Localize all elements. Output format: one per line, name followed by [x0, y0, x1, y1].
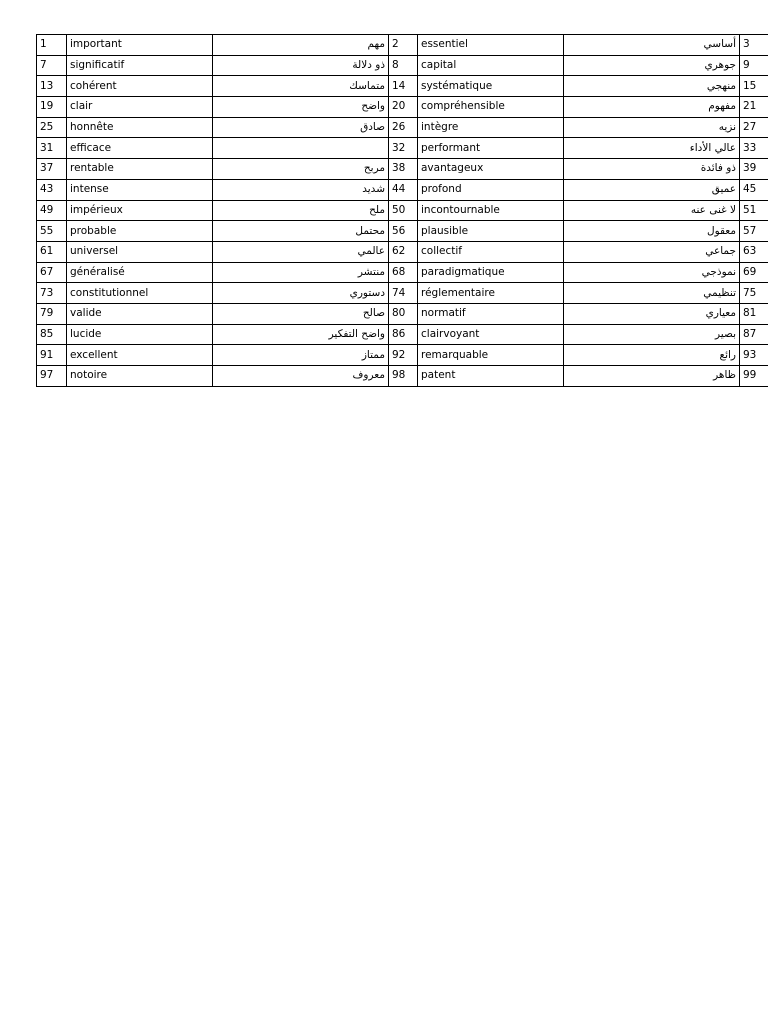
row-number-cell: 85	[37, 324, 67, 345]
row-number-cell: 27	[740, 117, 768, 138]
french-word-cell: réglementaire	[418, 283, 564, 304]
arabic-translation-cell: دستوري	[213, 283, 389, 304]
arabic-translation-cell	[213, 138, 389, 159]
vocabulary-table-body	[37, 35, 768, 387]
french-word-cell: impérieux	[67, 200, 213, 221]
arabic-translation-cell: ممتاز	[213, 345, 389, 366]
arabic-translation-cell: تنظيمي	[564, 283, 740, 304]
row-number-cell: 32	[389, 138, 418, 159]
arabic-translation-cell: واضح التفكير	[213, 324, 389, 345]
table-row	[37, 283, 768, 304]
vocabulary-table	[36, 34, 768, 387]
row-number-cell: 99	[740, 366, 768, 387]
arabic-translation-cell: جوهري	[564, 55, 740, 76]
row-number-cell: 3	[740, 35, 768, 56]
french-word-cell: important	[67, 35, 213, 56]
table-row	[37, 324, 768, 345]
row-number-cell: 93	[740, 345, 768, 366]
row-number-cell: 26	[389, 117, 418, 138]
row-number-cell: 68	[389, 262, 418, 283]
row-number-cell: 80	[389, 303, 418, 324]
table-row	[37, 159, 768, 180]
arabic-translation-cell: نموذجي	[564, 262, 740, 283]
arabic-translation-cell: أساسي	[564, 35, 740, 56]
french-word-cell: essentiel	[418, 35, 564, 56]
french-word-cell: avantageux	[418, 159, 564, 180]
table-row	[37, 366, 768, 387]
french-word-cell: collectif	[418, 241, 564, 262]
row-number-cell: 98	[389, 366, 418, 387]
arabic-translation-cell: صادق	[213, 117, 389, 138]
row-number-cell: 81	[740, 303, 768, 324]
row-number-cell: 49	[37, 200, 67, 221]
french-word-cell: clair	[67, 97, 213, 118]
arabic-translation-cell: ذو دلالة	[213, 55, 389, 76]
row-number-cell: 8	[389, 55, 418, 76]
row-number-cell: 15	[740, 76, 768, 97]
row-number-cell: 2	[389, 35, 418, 56]
row-number-cell: 62	[389, 241, 418, 262]
arabic-translation-cell: مهم	[213, 35, 389, 56]
row-number-cell: 91	[37, 345, 67, 366]
french-word-cell: probable	[67, 221, 213, 242]
row-number-cell: 43	[37, 179, 67, 200]
row-number-cell: 74	[389, 283, 418, 304]
arabic-translation-cell: معروف	[213, 366, 389, 387]
french-word-cell: intègre	[418, 117, 564, 138]
row-number-cell: 37	[37, 159, 67, 180]
arabic-translation-cell: نزيه	[564, 117, 740, 138]
row-number-cell: 97	[37, 366, 67, 387]
arabic-translation-cell: ذو فائدة	[564, 159, 740, 180]
row-number-cell: 9	[740, 55, 768, 76]
arabic-translation-cell: لا غنى عنه	[564, 200, 740, 221]
french-word-cell: paradigmatique	[418, 262, 564, 283]
table-row	[37, 241, 768, 262]
row-number-cell: 51	[740, 200, 768, 221]
arabic-translation-cell: مربح	[213, 159, 389, 180]
french-word-cell: généralisé	[67, 262, 213, 283]
french-word-cell: normatif	[418, 303, 564, 324]
row-number-cell: 69	[740, 262, 768, 283]
vocabulary-sheet	[36, 34, 768, 387]
row-number-cell: 75	[740, 283, 768, 304]
table-row	[37, 97, 768, 118]
table-row	[37, 200, 768, 221]
row-number-cell: 50	[389, 200, 418, 221]
row-number-cell: 67	[37, 262, 67, 283]
french-word-cell: incontournable	[418, 200, 564, 221]
row-number-cell: 21	[740, 97, 768, 118]
table-row	[37, 179, 768, 200]
french-word-cell: constitutionnel	[67, 283, 213, 304]
row-number-cell: 92	[389, 345, 418, 366]
row-number-cell: 87	[740, 324, 768, 345]
row-number-cell: 14	[389, 76, 418, 97]
french-word-cell: notoire	[67, 366, 213, 387]
table-row	[37, 221, 768, 242]
arabic-translation-cell: منتشر	[213, 262, 389, 283]
table-row	[37, 117, 768, 138]
arabic-translation-cell: عالمي	[213, 241, 389, 262]
arabic-translation-cell: معقول	[564, 221, 740, 242]
row-number-cell: 20	[389, 97, 418, 118]
french-word-cell: cohérent	[67, 76, 213, 97]
french-word-cell: honnête	[67, 117, 213, 138]
french-word-cell: performant	[418, 138, 564, 159]
french-word-cell: profond	[418, 179, 564, 200]
arabic-translation-cell: رائع	[564, 345, 740, 366]
row-number-cell: 55	[37, 221, 67, 242]
row-number-cell: 1	[37, 35, 67, 56]
table-row	[37, 55, 768, 76]
french-word-cell: plausible	[418, 221, 564, 242]
french-word-cell: clairvoyant	[418, 324, 564, 345]
arabic-translation-cell: معياري	[564, 303, 740, 324]
french-word-cell: excellent	[67, 345, 213, 366]
arabic-translation-cell: جماعي	[564, 241, 740, 262]
arabic-translation-cell: شديد	[213, 179, 389, 200]
row-number-cell: 7	[37, 55, 67, 76]
row-number-cell: 44	[389, 179, 418, 200]
table-row	[37, 345, 768, 366]
arabic-translation-cell: ملح	[213, 200, 389, 221]
table-row	[37, 76, 768, 97]
row-number-cell: 79	[37, 303, 67, 324]
arabic-translation-cell: صالح	[213, 303, 389, 324]
french-word-cell: compréhensible	[418, 97, 564, 118]
french-word-cell: significatif	[67, 55, 213, 76]
arabic-translation-cell: ظاهر	[564, 366, 740, 387]
french-word-cell: intense	[67, 179, 213, 200]
arabic-translation-cell: عميق	[564, 179, 740, 200]
table-row	[37, 138, 768, 159]
table-row	[37, 35, 768, 56]
row-number-cell: 39	[740, 159, 768, 180]
row-number-cell: 73	[37, 283, 67, 304]
french-word-cell: valide	[67, 303, 213, 324]
french-word-cell: remarquable	[418, 345, 564, 366]
table-row	[37, 303, 768, 324]
french-word-cell: patent	[418, 366, 564, 387]
row-number-cell: 31	[37, 138, 67, 159]
row-number-cell: 25	[37, 117, 67, 138]
french-word-cell: rentable	[67, 159, 213, 180]
table-row	[37, 262, 768, 283]
french-word-cell: efficace	[67, 138, 213, 159]
arabic-translation-cell: عالي الأداء	[564, 138, 740, 159]
row-number-cell: 61	[37, 241, 67, 262]
row-number-cell: 86	[389, 324, 418, 345]
arabic-translation-cell: واضح	[213, 97, 389, 118]
row-number-cell: 56	[389, 221, 418, 242]
row-number-cell: 45	[740, 179, 768, 200]
arabic-translation-cell: متماسك	[213, 76, 389, 97]
arabic-translation-cell: محتمل	[213, 221, 389, 242]
french-word-cell: universel	[67, 241, 213, 262]
row-number-cell: 13	[37, 76, 67, 97]
french-word-cell: lucide	[67, 324, 213, 345]
row-number-cell: 57	[740, 221, 768, 242]
arabic-translation-cell: منهجي	[564, 76, 740, 97]
french-word-cell: systématique	[418, 76, 564, 97]
row-number-cell: 33	[740, 138, 768, 159]
row-number-cell: 19	[37, 97, 67, 118]
arabic-translation-cell: مفهوم	[564, 97, 740, 118]
arabic-translation-cell: بصير	[564, 324, 740, 345]
french-word-cell: capital	[418, 55, 564, 76]
row-number-cell: 63	[740, 241, 768, 262]
row-number-cell: 38	[389, 159, 418, 180]
